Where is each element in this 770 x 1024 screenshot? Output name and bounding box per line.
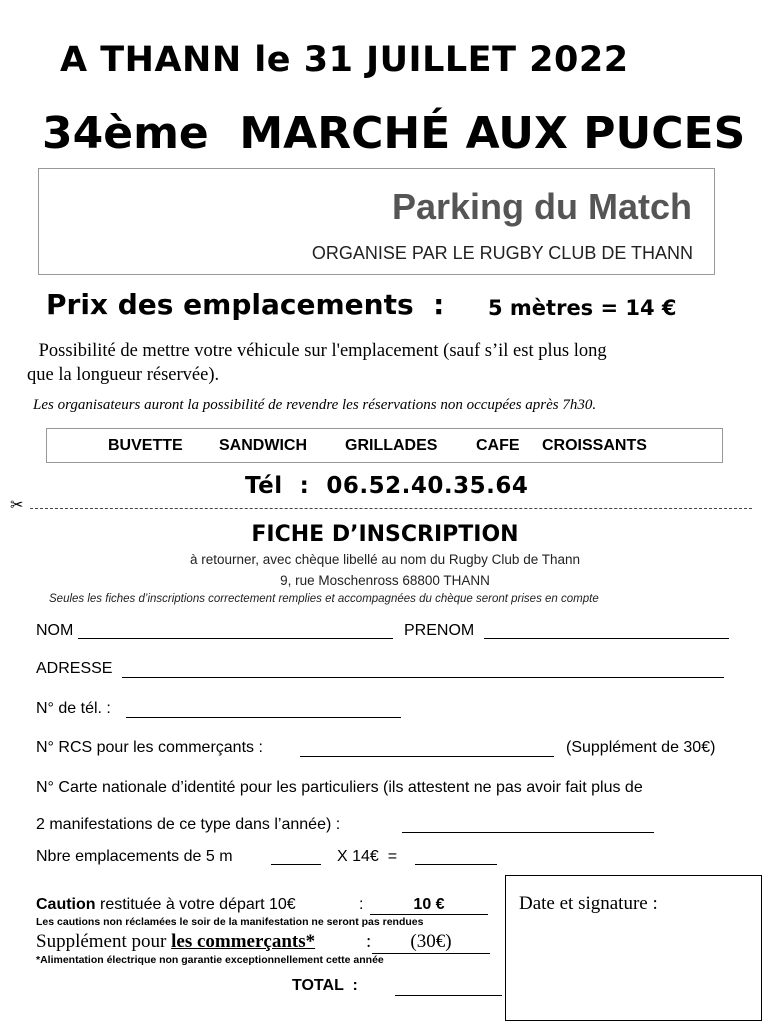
pricing-label: Prix des emplacements :: [46, 288, 445, 321]
rcs-field[interactable]: [300, 756, 554, 757]
supplement-line: [36, 931, 315, 953]
adresse-field[interactable]: [122, 677, 724, 678]
caution-colon: :: [359, 896, 364, 913]
nbre-total-field[interactable]: [415, 864, 497, 865]
service-buvette: BUVETTE: [108, 437, 183, 454]
caution-line: [36, 896, 296, 914]
return-line-1: à retourner, avec chèque libellé au nom du Rugby Club de Thann: [189, 552, 580, 567]
nbre-multiplier: X 14€ =: [337, 848, 398, 865]
pricing-value: 5 mètres = 14 €: [488, 296, 677, 320]
service-grillades: GRILLADES: [345, 437, 438, 454]
total-label: TOTAL :: [292, 977, 358, 994]
supplement-colon: :: [366, 931, 372, 952]
caution-note: Les cautions non réclamées le soir de la manifestation ne seront pas rendues: [36, 916, 424, 928]
service-cafe: CAFE: [476, 437, 520, 454]
tel-field[interactable]: [126, 717, 401, 718]
venue-title: Parking du Match: [391, 186, 692, 227]
cni-field[interactable]: [402, 832, 654, 833]
phone-number: Tél : 06.52.40.35.64: [245, 473, 529, 499]
supplement-prefix: Supplément pour: [36, 931, 167, 952]
supplement-target: les commerçants*: [171, 931, 316, 952]
nbre-field[interactable]: [271, 864, 321, 865]
caution-value: 10 €: [370, 896, 488, 915]
return-line-2: 9, rue Moschenross 68800 THANN: [280, 573, 490, 588]
rcs-label: N° RCS pour les commerçants :: [36, 739, 263, 756]
rcs-supplement: (Supplément de 30€): [566, 739, 716, 756]
validity-note: Seules les fiches d’inscriptions correctement remplies et accompagnées du chèque seront prises en compte: [49, 593, 599, 605]
form-title: FICHE D’INSCRIPTION: [251, 522, 519, 547]
cut-line: [30, 508, 752, 509]
vehicle-note-2: que la longueur réservée).: [27, 365, 220, 385]
nbre-label: Nbre emplacements de 5 m: [36, 848, 233, 865]
supplement-value: (30€): [372, 931, 490, 954]
caution-rest: restituée à votre départ 10€: [100, 896, 296, 913]
organizer-line: ORGANISE PAR LE RUGBY CLUB DE THANN: [311, 243, 693, 263]
date-line: A THANN le 31 JUILLET 2022: [60, 40, 629, 80]
tel-label: N° de tél. :: [36, 700, 111, 717]
electricity-note: *Alimentation électrique non garantie exceptionnellement cette année: [36, 954, 384, 966]
service-sandwich: SANDWICH: [219, 437, 307, 454]
prenom-field[interactable]: [484, 638, 729, 639]
prenom-label: PRENOM: [404, 622, 475, 639]
cni-line-2: 2 manifestations de ce type dans l’année) :: [36, 816, 341, 833]
total-field[interactable]: [395, 995, 502, 996]
service-croissants: CROISSANTS: [542, 437, 647, 454]
cni-line-1: N° Carte nationale d’identité pour les particuliers (ils attestent ne pas avoir fait plus de: [36, 779, 643, 796]
signature-label: Date et signature :: [519, 893, 658, 914]
adresse-label: ADRESSE: [36, 660, 113, 677]
caution-bold: Caution: [36, 896, 96, 913]
nom-field[interactable]: [78, 638, 393, 639]
event-title: 34ème MARCHÉ AUX PUCES: [42, 108, 746, 159]
scissors-icon: ✂: [10, 497, 24, 514]
nom-label: NOM: [36, 622, 74, 639]
resale-note: Les organisateurs auront la possibilité de revendre les réservations non occupées après 7h30.: [33, 397, 597, 413]
vehicle-note-1: Possibilité de mettre votre véhicule sur l'emplacement (sauf s’il est plus long: [34, 341, 607, 361]
